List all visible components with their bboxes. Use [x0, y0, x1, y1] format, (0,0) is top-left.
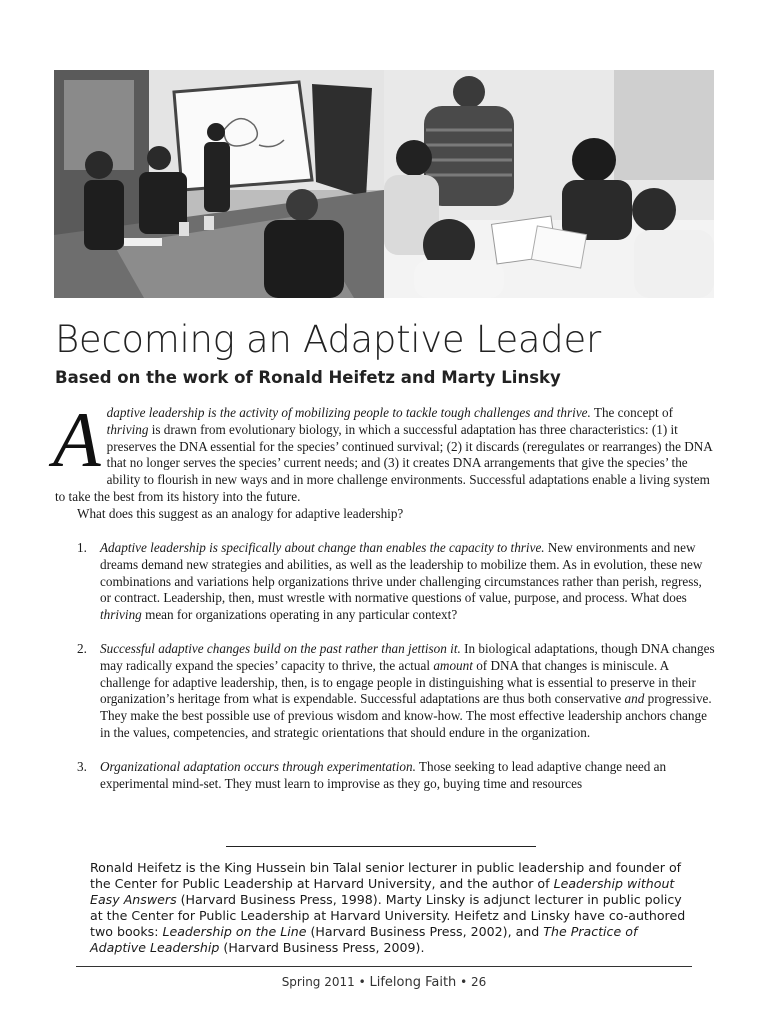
- meeting-photo: [54, 70, 384, 298]
- item-emphasis: thriving: [100, 607, 142, 623]
- list-number: 2.: [77, 640, 87, 656]
- footer-separator: •: [456, 975, 472, 989]
- bio-text-part: Ronald Heifetz is the King Hussein bin Talal senior lecturer in public leadership and founder of the Center for Public Leadership at Harvard University, and the author of: [90, 860, 682, 891]
- footer-publication: Lifelong Faith: [369, 975, 457, 990]
- intro-text-part: is drawn from evolutionary biology, in which a successful adaptation has three characteristics: (1) it preserves the DNA essential for the species’ continued survival; (2) it discards (reregulates or rearranges) the DNA that no longer serves the species’ current needs; and (3) it creates DNA arrangements that give the species’ the ability to flourish in new ways and in more challenge environments. Successful adaptations enable a living system to take the best from its history into the future.: [55, 421, 713, 504]
- page-footer: [0, 975, 768, 990]
- group-photo: [384, 70, 714, 298]
- intro-text-part: The concept of: [590, 405, 673, 420]
- bio-text-part: (Harvard Business Press, 2002), and: [306, 924, 544, 939]
- item-text: progressive. They make the best possible use of previous wisdom and know-how. The most effective leadership anchors change in the values, competencies, and strategic orientations that should endure in the organization.: [100, 691, 712, 740]
- bio-text: [90, 860, 690, 956]
- list-item: [55, 641, 715, 742]
- item-emphasis: and: [624, 691, 645, 707]
- item-text: mean for organizations operating in any particular context?: [141, 607, 458, 623]
- drop-cap: A: [53, 396, 101, 483]
- book-title: Leadership on the Line: [162, 924, 307, 939]
- footer-separator: •: [354, 975, 370, 989]
- list-item: [55, 540, 715, 624]
- header-photos: [54, 70, 714, 298]
- item-lead: Organizational adaptation occurs through experimentation.: [100, 758, 416, 774]
- book-title: Leadership without Easy Answers: [90, 876, 675, 907]
- list-number: 1.: [77, 540, 87, 555]
- book-title: The Practice of Adaptive Leadership: [90, 924, 638, 955]
- intro-question: What does this suggest as an analogy for adaptive leadership?: [77, 505, 404, 521]
- numbered-list: [55, 540, 715, 809]
- group-photo-illustration: [384, 70, 714, 298]
- bio-text-part: (Harvard Business Press, 1998). Marty Linsky is adjunct lecturer in public policy at the Center for Public Leadership at Harvard University. Heifetz and Linsky have co-authored two books:: [90, 892, 686, 939]
- list-number: 3.: [77, 758, 87, 774]
- page-number: 26: [471, 975, 487, 989]
- author-bio: [90, 860, 690, 956]
- item-text: In biological adaptations, though DNA changes may radically expand the species’ capacity to thrive, the actual: [100, 640, 715, 673]
- item-text: of DNA that changes is miniscule. A challenge for adaptive leadership, then, is to engage people in distinguishing what is essential to preserve in their organization’s heritage from what is expendable. Successful adaptations are thus both conservative: [100, 657, 696, 707]
- footer-season: Spring 2011: [281, 975, 355, 989]
- item-text: Those seeking to lead adaptive change need an experimental mind-set. They must learn to improvise as they go, buying time and resources: [100, 758, 667, 791]
- divider-rule: [226, 846, 536, 847]
- bio-text-part: (Harvard Business Press, 2009).: [219, 940, 425, 955]
- meeting-photo-illustration: [54, 70, 384, 298]
- article-subtitle: Based on the work of Ronald Heifetz and Marty Linsky: [55, 368, 561, 387]
- item-lead: Successful adaptive changes build on the past rather than jettison it.: [100, 640, 461, 656]
- intro-paragraph: [53, 396, 715, 523]
- intro-lead: daptive leadership is the activity of mobilizing people to tackle tough challenges and thrive.: [106, 405, 591, 420]
- footer-rule: [76, 966, 692, 967]
- list-item: [55, 759, 715, 793]
- article-title: Becoming an Adaptive Leader: [55, 318, 601, 361]
- intro-emphasis: thriving: [106, 421, 149, 437]
- intro-text: [53, 396, 715, 506]
- item-emphasis: amount: [433, 657, 473, 673]
- item-text: New environments and new dreams demand new strategies and abilities, as well as the leadership to mobilize them. As in evolution, these new combinations and variations help organizations thrive under challenging circumstances rather than perish, regress, or contract. Leadership, then, must wrestle with normative questions of value, purpose, and process. What does: [100, 540, 703, 606]
- item-lead: Adaptive leadership is specifically about change than enables the capacity to thrive.: [100, 540, 545, 555]
